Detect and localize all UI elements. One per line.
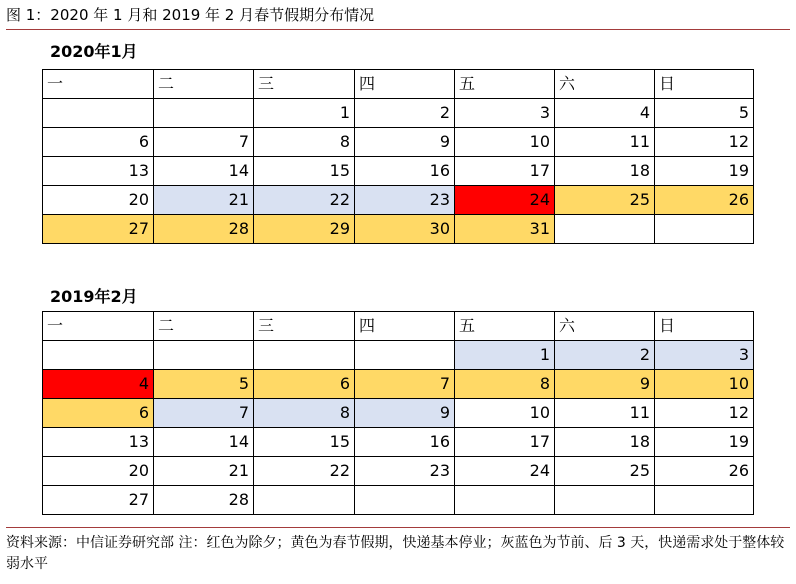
day-cell: 4 (43, 370, 154, 399)
weekday-header: 五 (455, 312, 555, 341)
day-cell: 12 (655, 399, 754, 428)
day-cell: 23 (355, 457, 455, 486)
day-cell (154, 99, 254, 128)
day-cell: 9 (355, 128, 455, 157)
day-cell (555, 486, 655, 515)
day-cell: 3 (655, 341, 754, 370)
day-cell: 15 (254, 428, 355, 457)
day-cell (355, 486, 455, 515)
day-cell: 16 (355, 428, 455, 457)
day-cell: 27 (43, 486, 154, 515)
day-cell: 3 (455, 99, 555, 128)
weekday-header: 六 (555, 312, 655, 341)
top-divider (6, 29, 790, 30)
day-cell: 7 (355, 370, 455, 399)
weekday-header-row (43, 312, 754, 341)
day-cell: 24 (455, 186, 555, 215)
day-cell: 6 (43, 399, 154, 428)
day-cell: 12 (655, 128, 754, 157)
day-cell: 2 (555, 341, 655, 370)
week-row (43, 370, 754, 399)
week-row (43, 428, 754, 457)
day-cell: 18 (555, 428, 655, 457)
weekday-header: 三 (254, 312, 355, 341)
day-cell: 20 (43, 186, 154, 215)
day-cell: 13 (43, 428, 154, 457)
weekday-header: 六 (555, 70, 655, 99)
day-cell (655, 215, 754, 244)
week-row (43, 457, 754, 486)
day-cell (43, 99, 154, 128)
day-cell: 10 (455, 128, 555, 157)
day-cell: 15 (254, 157, 355, 186)
day-cell (254, 341, 355, 370)
day-cell: 1 (455, 341, 555, 370)
day-cell: 14 (154, 428, 254, 457)
weekday-header: 二 (154, 70, 254, 99)
day-cell: 29 (254, 215, 355, 244)
day-cell: 7 (154, 128, 254, 157)
day-cell (655, 486, 754, 515)
calendar-jan-2020 (42, 69, 754, 244)
day-cell: 14 (154, 157, 254, 186)
weekday-header: 三 (254, 70, 355, 99)
day-cell: 22 (254, 457, 355, 486)
day-cell: 24 (455, 457, 555, 486)
week-row (43, 99, 754, 128)
day-cell: 17 (455, 428, 555, 457)
week-row (43, 215, 754, 244)
day-cell: 17 (455, 157, 555, 186)
day-cell: 1 (254, 99, 355, 128)
day-cell (355, 341, 455, 370)
day-cell: 8 (254, 399, 355, 428)
day-cell: 26 (655, 457, 754, 486)
day-cell: 5 (655, 99, 754, 128)
day-cell: 31 (455, 215, 555, 244)
day-cell: 25 (555, 457, 655, 486)
day-cell: 10 (455, 399, 555, 428)
day-cell: 23 (355, 186, 455, 215)
day-cell: 18 (555, 157, 655, 186)
weekday-header: 五 (455, 70, 555, 99)
week-row (43, 157, 754, 186)
day-cell: 19 (655, 157, 754, 186)
day-cell: 8 (455, 370, 555, 399)
calendar-feb-2019 (42, 311, 754, 515)
day-cell (455, 486, 555, 515)
weekday-header: 日 (655, 312, 754, 341)
day-cell: 21 (154, 457, 254, 486)
weekday-header: 一 (43, 70, 154, 99)
day-cell: 10 (655, 370, 754, 399)
day-cell: 25 (555, 186, 655, 215)
day-cell: 13 (43, 157, 154, 186)
day-cell: 5 (154, 370, 254, 399)
weekday-header-row (43, 70, 754, 99)
day-cell: 11 (555, 399, 655, 428)
day-cell: 22 (254, 186, 355, 215)
day-cell: 6 (254, 370, 355, 399)
figure-title: 图 1：2020 年 1 月和 2019 年 2 月春节假期分布情况 (6, 6, 375, 24)
day-cell: 28 (154, 486, 254, 515)
week-row (43, 128, 754, 157)
day-cell: 9 (555, 370, 655, 399)
source-note: 资料来源：中信证券研究部 注：红色为除夕；黄色为春节假期，快递基本停业；灰蓝色为节前、后 3 天，快递需求处于整体较弱水平 (6, 535, 785, 572)
weekday-header: 四 (355, 312, 455, 341)
week-row (43, 399, 754, 428)
day-cell: 20 (43, 457, 154, 486)
week-row (43, 186, 754, 215)
day-cell: 8 (254, 128, 355, 157)
day-cell: 11 (555, 128, 655, 157)
day-cell (43, 341, 154, 370)
day-cell (154, 341, 254, 370)
week-row (43, 341, 754, 370)
bottom-divider (6, 527, 790, 528)
weekday-header: 日 (655, 70, 754, 99)
day-cell: 27 (43, 215, 154, 244)
day-cell: 9 (355, 399, 455, 428)
calendar-title-feb-2019: 2019年2月 (50, 287, 138, 306)
day-cell: 7 (154, 399, 254, 428)
day-cell (555, 215, 655, 244)
day-cell: 6 (43, 128, 154, 157)
day-cell: 16 (355, 157, 455, 186)
day-cell: 19 (655, 428, 754, 457)
weekday-header: 二 (154, 312, 254, 341)
calendar-title-jan-2020: 2020年1月 (50, 42, 138, 61)
day-cell: 28 (154, 215, 254, 244)
day-cell: 4 (555, 99, 655, 128)
day-cell: 26 (655, 186, 754, 215)
day-cell: 2 (355, 99, 455, 128)
weekday-header: 四 (355, 70, 455, 99)
week-row (43, 486, 754, 515)
weekday-header: 一 (43, 312, 154, 341)
day-cell: 21 (154, 186, 254, 215)
day-cell: 30 (355, 215, 455, 244)
day-cell (254, 486, 355, 515)
